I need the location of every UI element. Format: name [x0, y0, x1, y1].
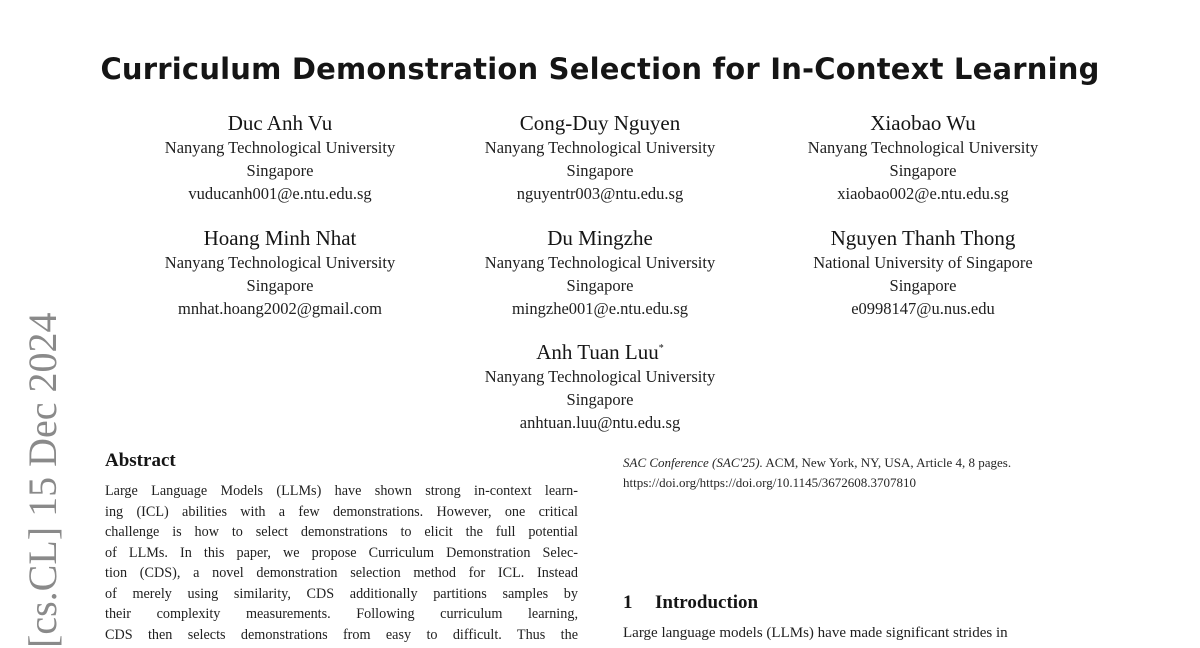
author-email[interactable]: nguyentr003@ntu.edu.sg [516, 184, 684, 203]
abstract-line: tion (CDS), a novel demonstration selection method for ICL. Instead [105, 565, 578, 581]
author-name: Hoang Minh Nhat [203, 226, 357, 250]
abstract-line: ing (ICL) abilities with a few demonstrations. However, one critical [105, 503, 578, 520]
author-country: Singapore [566, 276, 634, 295]
author-country: Singapore [566, 161, 634, 180]
author-block [763, 225, 1083, 320]
author-name: Du Mingzhe [547, 226, 653, 250]
author-affiliation: Nanyang Technological University [484, 253, 716, 272]
author-block [440, 339, 760, 434]
author-affiliation: National University of Singapore [813, 253, 1033, 272]
author-affiliation: Nanyang Technological University [484, 367, 716, 386]
author-name: Cong-Duy Nguyen [519, 111, 681, 135]
author-country: Singapore [246, 161, 314, 180]
author-name-text: Anh Tuan Luu [536, 340, 659, 364]
introduction-body: Large language models (LLMs) have made significant strides in [623, 625, 1008, 641]
author-email[interactable]: mnhat.hoang2002@gmail.com [178, 299, 382, 318]
acm-reference-format [623, 453, 1098, 493]
author-block [120, 110, 440, 205]
abstract-line: Large Language Models (LLMs) have shown strong in-context learn- [105, 483, 578, 499]
author-name: Duc Anh Vu [227, 111, 333, 135]
author-block [440, 110, 760, 205]
abstract-line: their complexity measurements. Following curriculum learning, [105, 606, 578, 622]
reference-line [623, 453, 1098, 473]
author-email[interactable]: e0998147@u.nus.edu [851, 299, 995, 318]
author-name: Nguyen Thanh Thong [830, 226, 1016, 250]
abstract-line: challenge is how to select demonstrations to elicit the full potential [105, 524, 578, 540]
abstract-heading: Abstract [105, 450, 176, 471]
author-country: Singapore [889, 276, 957, 295]
section-number: 1 [623, 592, 633, 613]
author-affiliation: Nanyang Technological University [484, 138, 716, 157]
author-email[interactable]: mingzhe001@e.ntu.edu.sg [511, 299, 689, 318]
section-title: Introduction [655, 592, 759, 613]
abstract-line: CDS then selects demonstrations from easy to difficult. Thus the [105, 626, 578, 643]
author-email[interactable]: xiaobao002@e.ntu.edu.sg [837, 184, 1009, 203]
author-affiliation: Nanyang Technological University [164, 138, 396, 157]
abstract-line: of merely using similarity, CDS additionally partitions samples by [105, 585, 578, 602]
author-affiliation: Nanyang Technological University [807, 138, 1039, 157]
section-heading-introduction [623, 592, 758, 614]
corresponding-author-mark: * [658, 343, 664, 354]
reference-venue: SAC Conference (SAC'25). [623, 455, 763, 470]
author-name: Xiaobao Wu [870, 111, 976, 135]
abstract-body [105, 481, 578, 645]
author-block [763, 110, 1083, 205]
author-email[interactable]: anhtuan.luu@ntu.edu.sg [519, 413, 681, 432]
paper-title: Curriculum Demonstration Selection for In-Context Learning [100, 52, 1100, 86]
author-country: Singapore [246, 276, 314, 295]
arxiv-stamp: [cs.CL] 15 Dec 2024 [20, 312, 65, 648]
author-affiliation: Nanyang Technological University [164, 253, 396, 272]
author-block [440, 225, 760, 320]
abstract-line: of LLMs. In this paper, we propose Curriculum Demonstration Selec- [105, 544, 578, 561]
reference-doi-link[interactable]: https://doi.org/https://doi.org/10.1145/3672608.3707810 [623, 475, 917, 490]
author-country: Singapore [889, 161, 957, 180]
author-country: Singapore [566, 390, 634, 409]
author-block [120, 225, 440, 320]
author-email[interactable]: vuducanh001@e.ntu.edu.sg [188, 184, 372, 203]
reference-details: ACM, New York, NY, USA, Article 4, 8 pages. [762, 455, 1012, 470]
author-name [440, 339, 760, 365]
